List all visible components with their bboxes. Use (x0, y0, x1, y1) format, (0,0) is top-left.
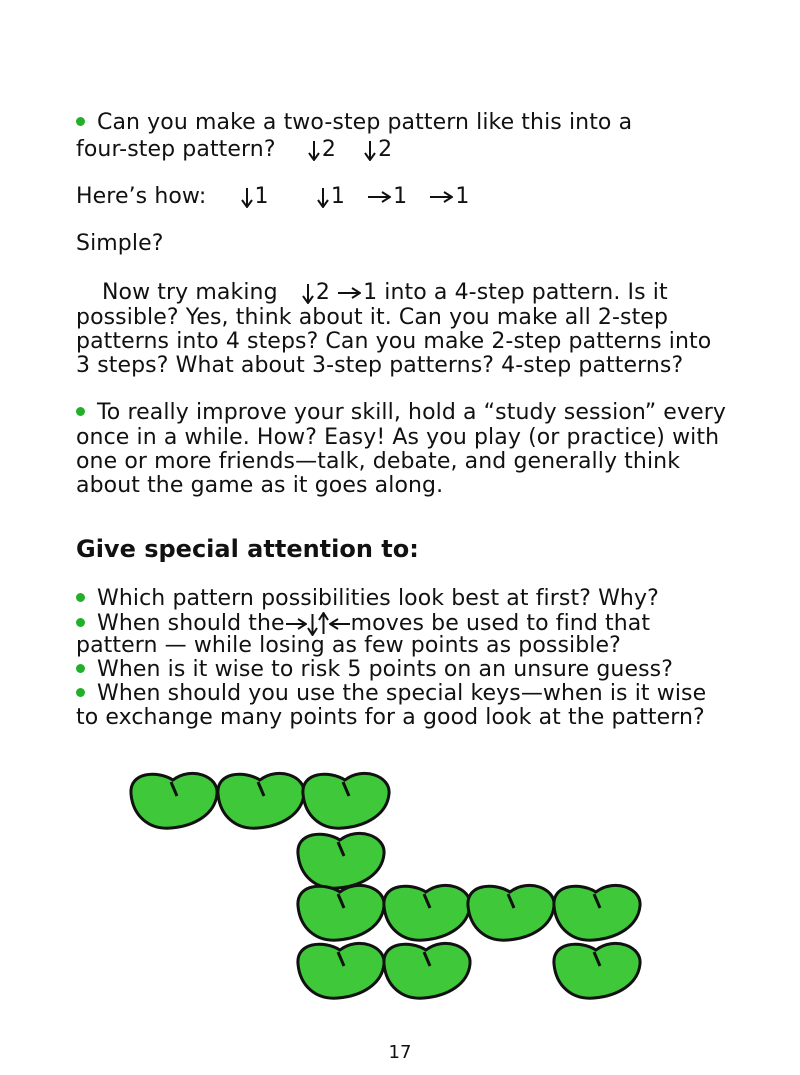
para-4-line-1: Now try making 2 1 into a 4-step pattern. Is it (102, 280, 668, 305)
lily-pad-icon (218, 773, 304, 828)
lily-pad-icon (554, 943, 640, 998)
bullet-item-2-cont: pattern — while losing as few points as possible? (76, 633, 621, 658)
lily-pad-icon (298, 943, 384, 998)
pattern-step: 2 (321, 137, 336, 162)
lily-pad-icon (468, 885, 554, 940)
page-number: 17 (388, 1042, 412, 1063)
lily-pad-icon (384, 885, 470, 940)
para-4-line-2: possible? Yes, think about it. Can you make all 2-step (76, 305, 669, 330)
pattern-step: 2 (378, 137, 393, 162)
bullet-item-4-cont: to exchange many points for a good look at the pattern? (76, 705, 705, 730)
para-5-line-4: about the game as it goes along. (76, 473, 444, 498)
para-5-line-2: once in a while. How? Easy! As you play (or practice) with (76, 425, 720, 450)
lily-pad-icon (298, 833, 384, 888)
bullet-item-1: Which pattern possibilities look best at first? Why? (76, 588, 659, 610)
lily-pad-icon (384, 943, 470, 998)
lily-pad-icon (131, 773, 217, 828)
para-2: Here’s how: 1 1 1 1 (76, 184, 470, 209)
bullet-item-4: When should you use the special keys—when is it wise (76, 683, 706, 705)
lily-pad-icon (298, 885, 384, 940)
lily-pad-icon (303, 773, 389, 828)
para-1-line-1: Can you make a two-step pattern like this into a (76, 112, 632, 134)
para-4-line-4: 3 steps? What about 3-step patterns? 4-step patterns? (76, 353, 684, 378)
para-1-line-2: four-step pattern? 2 2 (76, 137, 393, 162)
lily-pad-icon (554, 885, 640, 940)
para-4-line-3: patterns into 4 steps? Can you make 2-step patterns into (76, 329, 712, 354)
bullet-item-2: When should the moves be used to find that (76, 612, 650, 636)
para-5-line-3: one or more friends—talk, debate, and generally think (76, 449, 681, 474)
para-3: Simple? (76, 231, 164, 256)
para-5-line-1: To really improve your skill, hold a “study session” every (76, 402, 726, 424)
section-heading: Give special attention to: (76, 535, 419, 563)
bullet-item-3: When is it wise to risk 5 points on an unsure guess? (76, 659, 673, 681)
